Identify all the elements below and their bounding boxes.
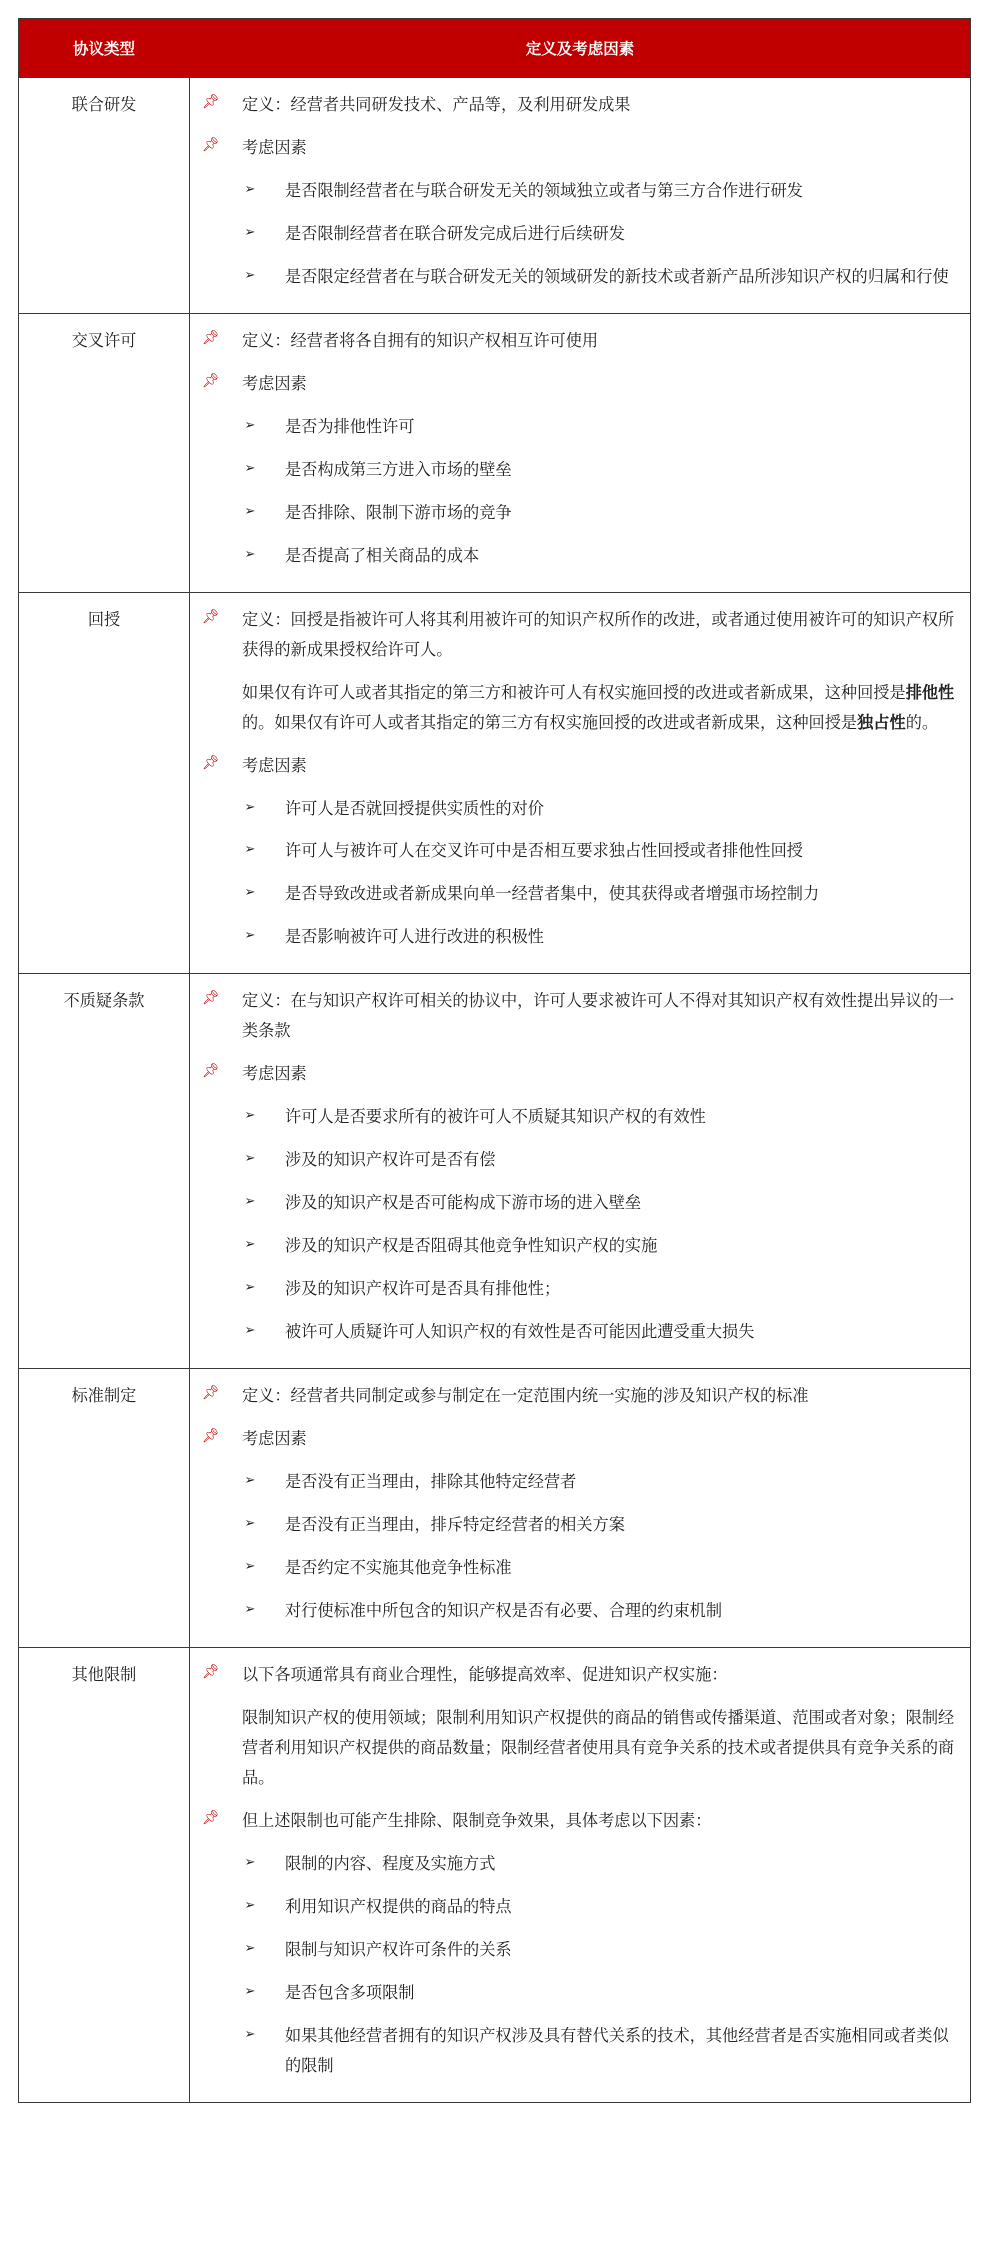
- row-type-label: 交叉许可: [19, 313, 190, 592]
- factor-text: 是否为排他性许可: [285, 416, 415, 436]
- factor-text: 许可人是否就回授提供实质性的对价: [285, 798, 544, 818]
- definition-item: [190, 1660, 960, 1690]
- arrow-bullet-icon: ➢: [244, 460, 256, 476]
- factor-text: 是否导致改进或者新成果向单一经营者集中，使其获得或者增强市场控制力: [285, 884, 820, 904]
- table-row-joint-rd: [19, 78, 971, 314]
- factor-text: 是否限制经营者在与联合研发无关的领域独立或者与第三方合作进行研发: [285, 180, 803, 200]
- red-bullet-icon: 📌︎: [202, 329, 220, 346]
- arrow-bullet-icon: ➢: [244, 1516, 256, 1531]
- arrow-bullet-icon: ➢: [244, 503, 256, 519]
- factors-heading: [190, 1806, 960, 1836]
- red-bullet-icon: 📌︎: [202, 94, 220, 110]
- factor-text: 利用知识产权提供的商品的特点: [285, 1896, 512, 1916]
- definition-text: 定义：经营者共同研发技术、产品等，及利用研发成果: [242, 95, 631, 114]
- factor-item: [242, 1231, 960, 1261]
- factor-text: 是否没有正当理由，排除其他特定经营者: [285, 1472, 577, 1492]
- arrow-bullet-icon: ➢: [244, 842, 256, 858]
- factors-heading: [190, 1059, 960, 1089]
- factor-text: 是否限定经营者在与联合研发无关的领域研发的新技术或者新产品所涉知识产权的归属和行使: [285, 266, 949, 286]
- factor-text: 是否限制经营者在联合研发完成后进行后续研发: [285, 223, 625, 243]
- arrow-bullet-icon: ➢: [244, 1940, 256, 1956]
- red-bullet-icon: 📌︎: [202, 1428, 220, 1445]
- definition-text: 以下各项通常具有商业合理性，能够提高效率、促进知识产权实施：: [242, 1664, 728, 1684]
- row-content: [190, 592, 971, 974]
- arrow-bullet-icon: ➢: [244, 1237, 256, 1253]
- arrow-bullet-icon: ➢: [244, 1323, 256, 1339]
- factors-label: 考虑因素: [242, 1064, 307, 1084]
- arrow-bullet-icon: ➢: [244, 1280, 256, 1296]
- factors-heading: [190, 133, 960, 163]
- definition-text: 定义：在与知识产权许可相关的协议中，许可人要求被许可人不得对其知识产权有效性提出异议的一类条款: [242, 991, 955, 1041]
- factor-item: [242, 2021, 960, 2081]
- restriction-list-paragraph: 限制知识产权的使用领域；限制利用知识产权提供的商品的销售或传播渠道、范围或者对象；限制经营者利用知识产权提供的商品数量；限制经营者使用具有竞争关系的技术或者提供具有竞争关系的商品。: [242, 1707, 955, 1787]
- factor-text: 对行使标准中所包含的知识产权是否有必要、合理的约束机制: [285, 1600, 723, 1620]
- factor-text: 许可人与被许可人在交叉许可中是否相互要求独占性回授或者排他性回授: [285, 841, 803, 861]
- definition-item: [190, 986, 960, 1046]
- factor-item: [242, 1317, 960, 1347]
- arrow-bullet-icon: ➢: [244, 1194, 256, 1210]
- red-bullet-icon: 📌︎: [202, 1663, 220, 1680]
- factor-text: 涉及的知识产权许可是否具有排他性；: [285, 1279, 561, 1299]
- arrow-bullet-icon: ➢: [244, 1983, 256, 1999]
- arrow-bullet-icon: ➢: [244, 1108, 256, 1124]
- factor-text: 被许可人质疑许可人知识产权的有效性是否可能因此遭受重大损失: [285, 1322, 755, 1342]
- factor-text: 是否影响被许可人进行改进的积极性: [285, 927, 544, 947]
- explanation-text: 的。如果仅有许可人或者其指定的第三方有权实施回授的改进或者新成果，这种回授是: [242, 712, 858, 732]
- header-agreement-type: 协议类型: [19, 19, 190, 78]
- arrow-bullet-icon: ➢: [244, 224, 256, 240]
- arrow-bullet-icon: ➢: [244, 1151, 256, 1167]
- emphasis-sole: 独占性: [857, 712, 906, 732]
- factor-text: 如果其他经营者拥有的知识产权涉及具有替代关系的技术，其他经营者是否实施相同或者类似的限制: [285, 2025, 949, 2075]
- row-content: [190, 1369, 971, 1648]
- table-row-grant-back: [19, 592, 971, 974]
- row-type-label: 其他限制: [19, 1647, 190, 2102]
- factor-text: 是否约定不实施其他竞争性标准: [285, 1557, 512, 1577]
- row-type-label: 联合研发: [19, 78, 190, 314]
- factor-text: 是否排除、限制下游市场的竞争: [285, 502, 512, 522]
- factor-item: [242, 541, 960, 571]
- factor-item: [242, 836, 960, 866]
- definition-item: [190, 90, 960, 120]
- red-bullet-icon: 📌︎: [202, 1063, 220, 1080]
- factor-item: [242, 1102, 960, 1132]
- emphasis-exclusive: 排他性: [905, 682, 955, 702]
- arrow-bullet-icon: ➢: [244, 181, 256, 197]
- factor-text: 是否提高了相关商品的成本: [285, 545, 480, 565]
- table-header-row: [19, 19, 971, 78]
- red-bullet-icon: 📌︎: [202, 1809, 220, 1826]
- arrow-bullet-icon: ➢: [244, 885, 256, 901]
- arrow-bullet-icon: ➢: [244, 1897, 256, 1913]
- factor-item: [242, 1145, 960, 1175]
- row-content: [190, 313, 971, 592]
- arrow-bullet-icon: ➢: [244, 928, 256, 944]
- arrow-bullet-icon: ➢: [244, 2026, 256, 2042]
- factor-text: 限制与知识产权许可条件的关系: [285, 1939, 512, 1959]
- arrow-bullet-icon: ➢: [244, 799, 256, 815]
- factor-item: [242, 794, 960, 824]
- arrow-bullet-icon: ➢: [244, 1601, 256, 1617]
- factor-item: [242, 262, 960, 292]
- factor-item: [242, 1596, 960, 1626]
- definition-text: 定义：回授是指被许可人将其利用被许可的知识产权所作的改进，或者通过使用被许可的知识产权所获得的新成果授权给许可人。: [242, 609, 955, 659]
- factors-heading: [190, 1424, 960, 1454]
- factors-label: 考虑因素: [242, 373, 307, 393]
- table-row-no-challenge: [19, 974, 971, 1369]
- factor-item: [242, 1553, 960, 1583]
- factor-text: 是否包含多项限制: [285, 1982, 415, 2002]
- arrow-bullet-icon: ➢: [244, 417, 256, 433]
- agreement-table: [18, 18, 971, 2103]
- factor-item: [242, 1935, 960, 1965]
- red-bullet-icon: 📌︎: [202, 1385, 220, 1402]
- factor-item: [242, 1510, 960, 1540]
- factor-item: [242, 1467, 960, 1497]
- row-type-label: 标准制定: [19, 1369, 190, 1648]
- factor-item: [242, 1274, 960, 1304]
- table-row-standard-setting: [19, 1369, 971, 1648]
- header-definition-factors: 定义及考虑因素: [190, 19, 971, 78]
- definition-item: [190, 1381, 960, 1411]
- factor-item: [242, 879, 960, 909]
- factor-item: [242, 1188, 960, 1218]
- factors-label: 考虑因素: [242, 755, 307, 775]
- factor-text: 涉及的知识产权是否可能构成下游市场的进入壁垒: [285, 1193, 642, 1213]
- factor-text: 许可人是否要求所有的被许可人不质疑其知识产权的有效性: [285, 1107, 706, 1127]
- red-bullet-icon: 📌︎: [202, 990, 220, 1007]
- arrow-bullet-icon: ➢: [244, 1473, 256, 1489]
- red-bullet-icon: 📌︎: [202, 136, 220, 153]
- red-bullet-icon: 📌︎: [202, 754, 220, 771]
- red-bullet-icon: 📌︎: [202, 608, 220, 625]
- row-content: [190, 1647, 971, 2102]
- arrow-bullet-icon: ➢: [244, 1854, 256, 1870]
- factor-text: 限制的内容、程度及实施方式: [285, 1853, 496, 1873]
- row-content: [190, 78, 971, 314]
- definition-text: 定义：经营者将各自拥有的知识产权相互许可使用: [242, 330, 599, 350]
- explanation-text: 的。: [905, 712, 939, 732]
- arrow-bullet-icon: ➢: [244, 1558, 256, 1574]
- factors-label: 考虑因素: [242, 1429, 307, 1449]
- arrow-bullet-icon: ➢: [244, 267, 256, 283]
- factors-label: 但上述限制也可能产生排除、限制竞争效果，具体考虑以下因素：: [242, 1810, 712, 1830]
- definition-item: [190, 605, 960, 665]
- factor-item: [242, 1892, 960, 1922]
- factor-text: 涉及的知识产权是否阻碍其他竞争性知识产权的实施: [285, 1236, 658, 1256]
- factor-item: [242, 412, 960, 442]
- factors-label: 考虑因素: [242, 137, 307, 157]
- explanation-text: 如果仅有许可人或者其指定的第三方和被许可人有权实施回授的改进或者新成果，这种回授是: [242, 682, 906, 702]
- factor-item: [242, 1978, 960, 2008]
- factor-item: [242, 455, 960, 485]
- factor-item: [242, 219, 960, 249]
- definition-text: 定义：经营者共同制定或参与制定在一定范围内统一实施的涉及知识产权的标准: [242, 1386, 809, 1406]
- factor-item: [242, 1849, 960, 1879]
- red-bullet-icon: 📌︎: [202, 372, 220, 389]
- table-row-other-restrictions: [19, 1647, 971, 2102]
- grant-back-explanation: [242, 678, 960, 738]
- definition-item: [190, 326, 960, 356]
- row-content: [190, 974, 971, 1369]
- factor-text: 涉及的知识产权许可是否有偿: [285, 1150, 496, 1170]
- factor-item: [242, 498, 960, 528]
- arrow-bullet-icon: ➢: [244, 546, 256, 562]
- factor-text: 是否构成第三方进入市场的壁垒: [285, 459, 512, 479]
- factor-text: 是否没有正当理由，排斥特定经营者的相关方案: [285, 1515, 625, 1534]
- table-row-cross-license: [19, 313, 971, 592]
- row-type-label: 不质疑条款: [19, 974, 190, 1369]
- factor-item: [242, 922, 960, 952]
- factor-item: [242, 176, 960, 206]
- factors-heading: [190, 369, 960, 399]
- factors-heading: [190, 751, 960, 781]
- row-type-label: 回授: [19, 592, 190, 974]
